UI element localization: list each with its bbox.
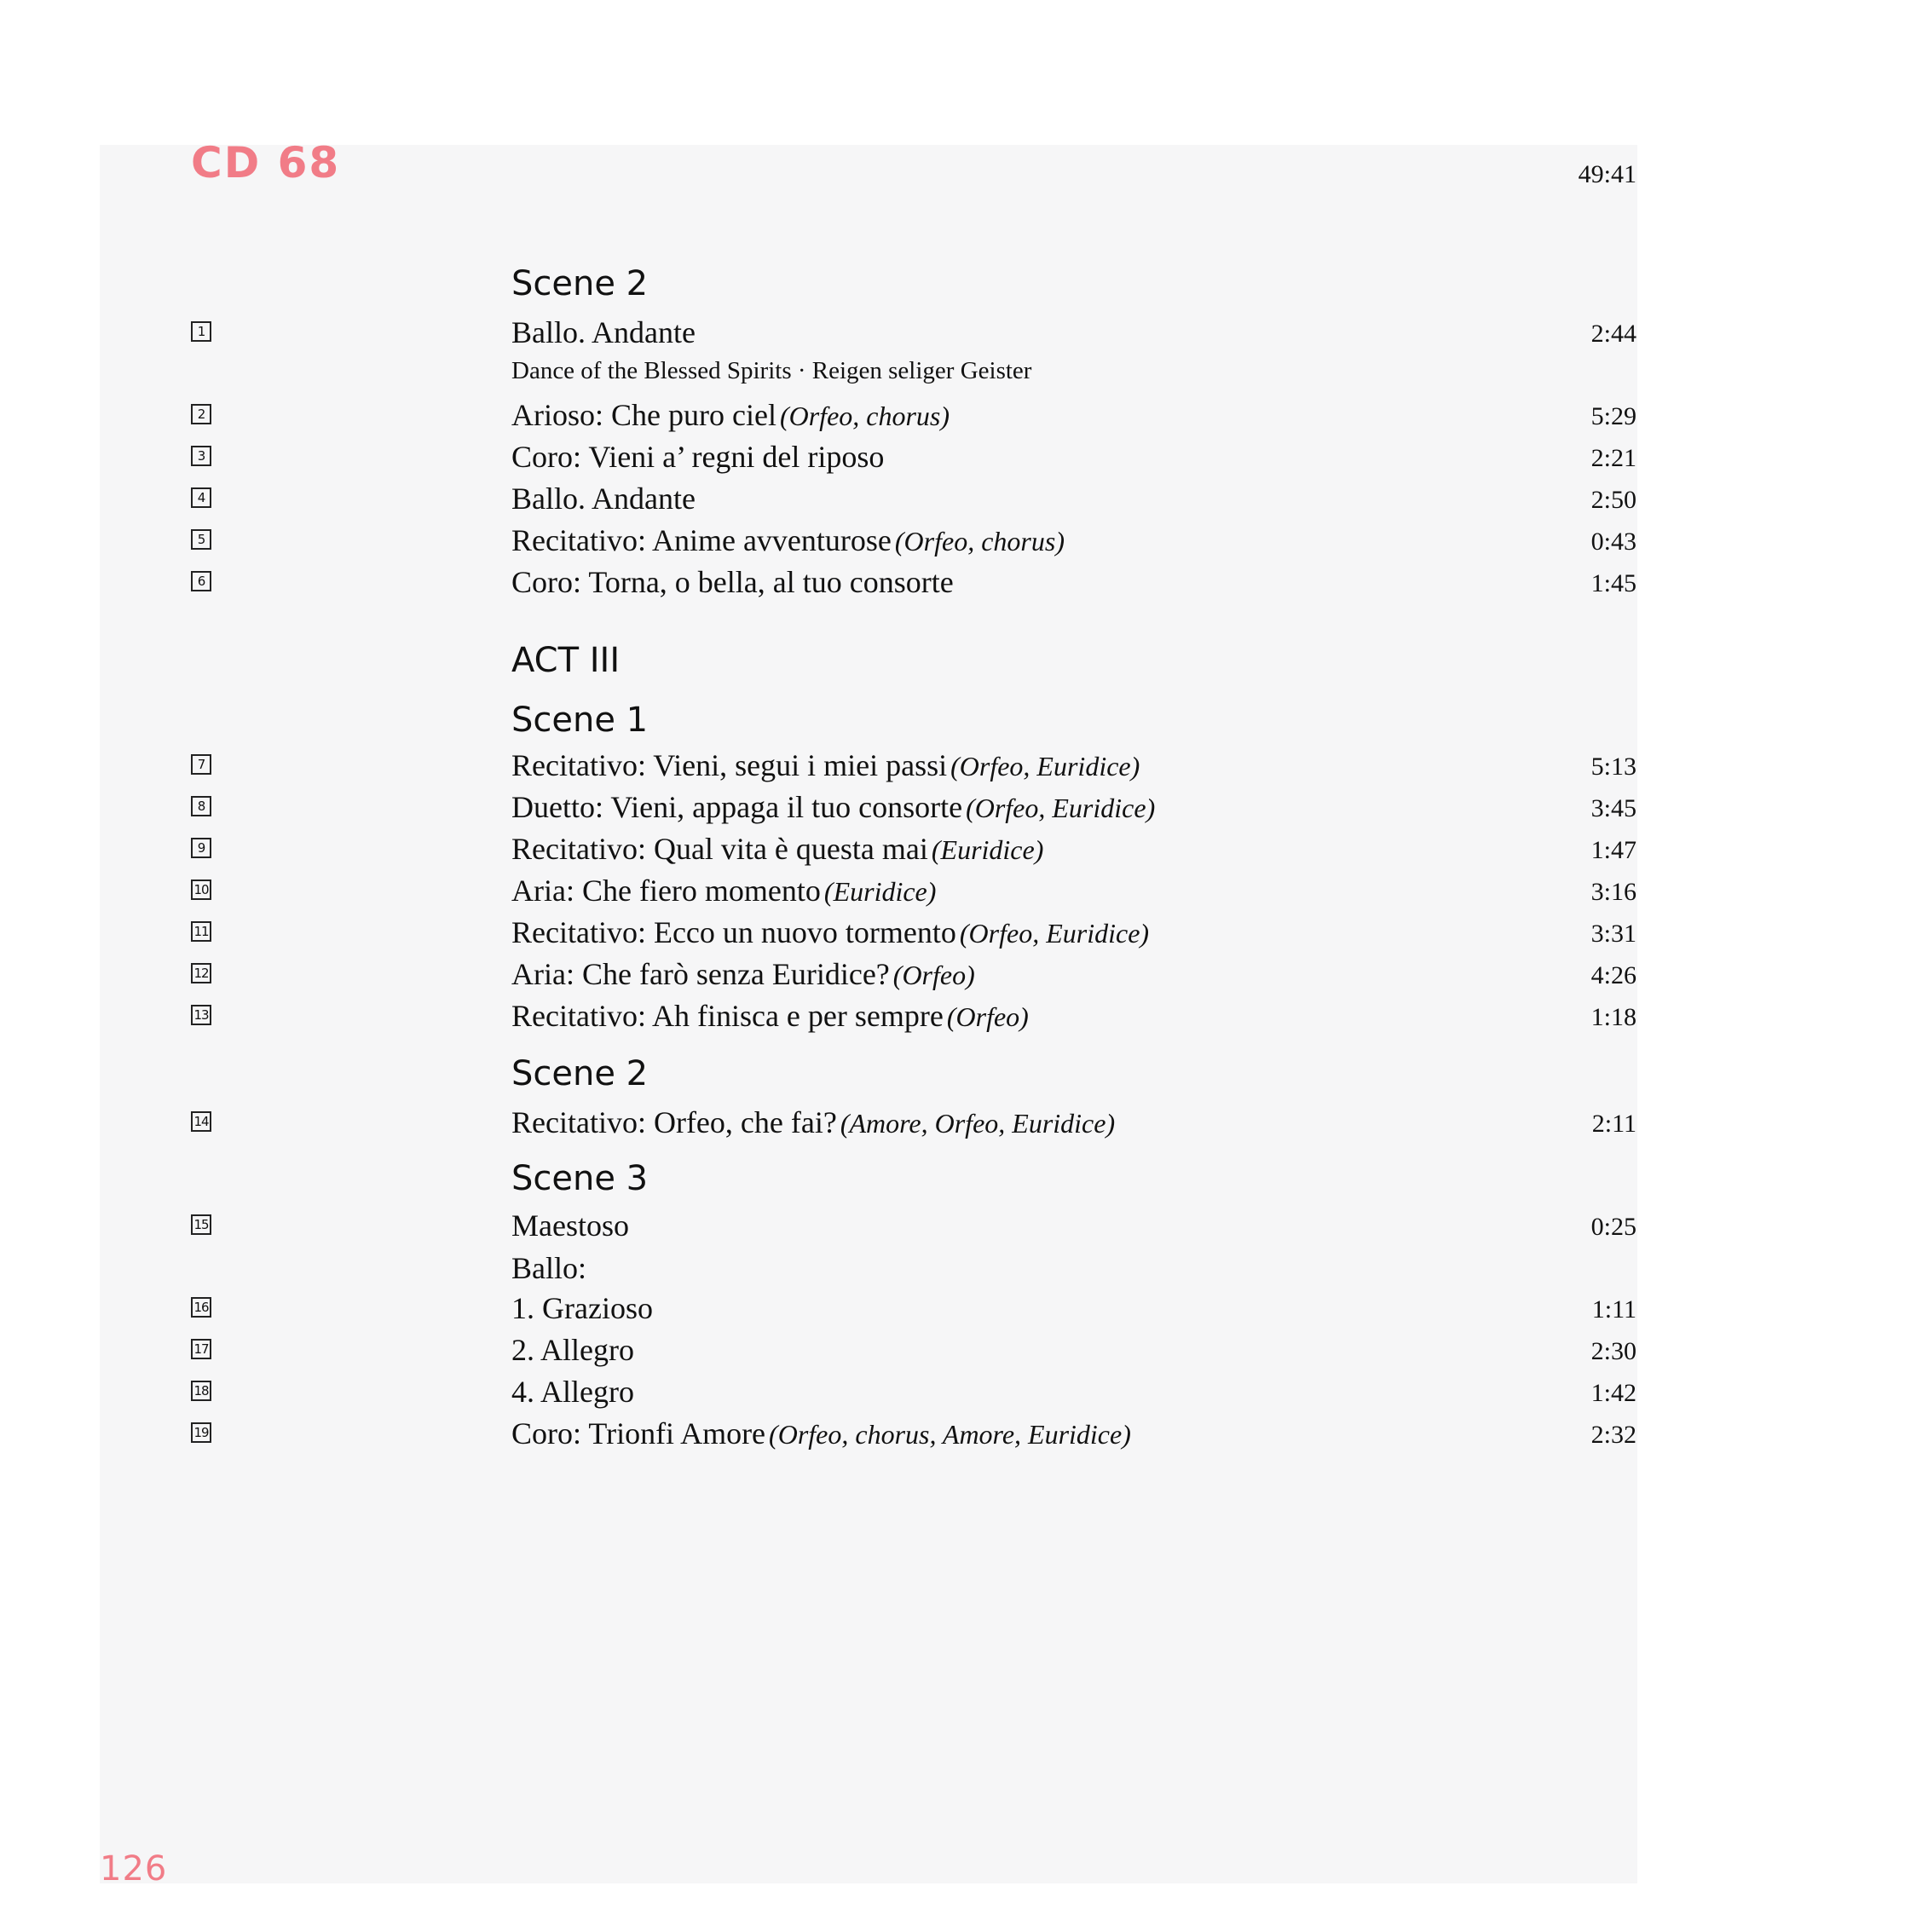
track-row xyxy=(0,562,1905,603)
track-number: 9 xyxy=(191,838,211,858)
track-row xyxy=(0,828,1905,869)
track-row xyxy=(0,954,1905,995)
act-heading: ACT III xyxy=(511,641,621,680)
track-duration: 3:45 xyxy=(1590,794,1637,822)
track-title-text: Recitativo: Ecco un nuovo tormento xyxy=(511,915,956,949)
track-title xyxy=(511,954,975,995)
track-roles: (Orfeo) xyxy=(946,1001,1029,1032)
track-number: 11 xyxy=(191,921,211,942)
track-row xyxy=(0,912,1905,953)
track-number: 19 xyxy=(191,1422,211,1443)
track-number: 4 xyxy=(191,487,211,508)
track-duration: 5:13 xyxy=(1590,753,1637,781)
cd-label: CD 68 xyxy=(191,138,341,187)
track-number: 10 xyxy=(191,879,211,900)
track-row xyxy=(0,520,1905,561)
track-number: 12 xyxy=(191,963,211,983)
track-title xyxy=(511,436,887,478)
track-title xyxy=(511,870,936,912)
track-number: 5 xyxy=(191,529,211,550)
track-row xyxy=(0,870,1905,911)
track-roles: (Orfeo, Euridice) xyxy=(966,793,1156,823)
track-title-text: Recitativo: Qual vita è questa mai xyxy=(511,832,928,866)
track-row xyxy=(0,745,1905,786)
track-duration: 0:43 xyxy=(1590,528,1637,556)
track-roles: (Orfeo, Euridice) xyxy=(959,918,1150,949)
track-title xyxy=(511,1329,638,1371)
track-duration: 2:11 xyxy=(1591,1110,1637,1138)
track-roles: (Orfeo, Euridice) xyxy=(950,751,1140,781)
track-title xyxy=(511,1371,638,1413)
track-number: 2 xyxy=(191,404,211,424)
track-title xyxy=(511,745,1140,787)
track-number: 1 xyxy=(191,321,211,342)
track-number: 3 xyxy=(191,446,211,466)
track-number: 17 xyxy=(191,1339,211,1359)
track-subtitle: Dance of the Blessed Spirits · Reigen seliger Geister xyxy=(511,357,1032,384)
scene-heading: Scene 1 xyxy=(511,701,649,740)
track-roles: (Orfeo, chorus, Amore, Euridice) xyxy=(769,1419,1131,1450)
track-title xyxy=(511,395,950,436)
track-duration: 1:47 xyxy=(1590,836,1637,864)
track-duration: 2:30 xyxy=(1590,1337,1637,1365)
track-roles: (Euridice) xyxy=(931,834,1044,865)
track-duration: 2:21 xyxy=(1590,444,1637,472)
track-duration: 2:44 xyxy=(1590,320,1637,348)
track-duration: 2:32 xyxy=(1590,1421,1637,1449)
track-duration: 1:45 xyxy=(1590,569,1637,597)
track-title xyxy=(511,787,1155,828)
track-duration: 1:42 xyxy=(1590,1379,1637,1407)
track-duration: 3:16 xyxy=(1590,878,1637,906)
track-title xyxy=(511,562,957,603)
track-title-text: Ballo. Andante xyxy=(511,315,696,349)
track-row xyxy=(0,1329,1905,1370)
track-title xyxy=(511,1102,1115,1144)
track-duration: 5:29 xyxy=(1590,402,1637,430)
track-duration: 4:26 xyxy=(1590,961,1637,989)
track-title-text: Recitativo: Vieni, segui i miei passi xyxy=(511,748,948,782)
page-number: 126 xyxy=(100,1849,168,1889)
track-number: 8 xyxy=(191,796,211,816)
track-title xyxy=(511,520,1065,562)
track-title-text: Coro: Vieni a’ regni del riposo xyxy=(511,440,885,474)
track-title-text: 4. Allegro xyxy=(511,1375,634,1409)
total-time: 49:41 xyxy=(1578,160,1637,188)
track-title xyxy=(511,828,1043,870)
track-title-text: Recitativo: Orfeo, che fai? xyxy=(511,1105,837,1139)
track-title-text: Arioso: Che puro ciel xyxy=(511,398,776,432)
track-title xyxy=(511,995,1029,1037)
scene-heading: Scene 2 xyxy=(511,264,649,303)
track-title xyxy=(511,478,699,520)
track-roles: (Euridice) xyxy=(823,876,937,907)
track-title-text: Aria: Che farò senza Euridice? xyxy=(511,957,890,991)
track-title-text: 1. Grazioso xyxy=(511,1291,653,1325)
track-number: 14 xyxy=(191,1111,211,1132)
track-title-text: Duetto: Vieni, appaga il tuo consorte xyxy=(511,790,963,824)
track-row xyxy=(0,1102,1905,1143)
track-duration: 1:11 xyxy=(1591,1295,1637,1324)
track-row xyxy=(0,1413,1905,1454)
track-number: 15 xyxy=(191,1214,211,1235)
track-duration: 1:18 xyxy=(1590,1003,1637,1031)
track-title-text: Ballo. Andante xyxy=(511,482,696,516)
track-row xyxy=(0,478,1905,519)
track-row xyxy=(0,1371,1905,1412)
track-title-text: Coro: Trionfi Amore xyxy=(511,1416,766,1450)
track-roles: (Orfeo) xyxy=(892,960,975,990)
track-title-text: 2. Allegro xyxy=(511,1333,634,1367)
track-row xyxy=(0,787,1905,828)
track-title-text: Recitativo: Ah finisca e per sempre xyxy=(511,999,944,1033)
track-title xyxy=(511,912,1149,954)
track-roles: (Orfeo, chorus) xyxy=(894,526,1065,557)
track-number: 18 xyxy=(191,1381,211,1401)
track-row xyxy=(0,995,1905,1036)
track-number: 16 xyxy=(191,1297,211,1318)
track-roles: (Amore, Orfeo, Euridice) xyxy=(840,1108,1116,1139)
track-number: 7 xyxy=(191,754,211,775)
track-row xyxy=(0,1288,1905,1329)
ballo-label: Ballo: xyxy=(511,1251,586,1285)
track-duration: 0:25 xyxy=(1590,1213,1637,1241)
track-title-text: Maestoso xyxy=(511,1208,629,1243)
scene-heading: Scene 2 xyxy=(511,1054,649,1093)
track-row xyxy=(0,312,1905,353)
track-title xyxy=(511,1205,632,1247)
track-number: 13 xyxy=(191,1005,211,1025)
track-row xyxy=(0,1205,1905,1246)
track-row xyxy=(0,436,1905,477)
track-title-text: Aria: Che fiero momento xyxy=(511,874,821,908)
track-title xyxy=(511,312,699,354)
track-row xyxy=(0,395,1905,435)
track-title-text: Coro: Torna, o bella, al tuo consorte xyxy=(511,565,954,599)
scene-heading: Scene 3 xyxy=(511,1159,649,1198)
track-duration: 2:50 xyxy=(1590,486,1637,514)
track-title xyxy=(511,1413,1131,1455)
track-duration: 3:31 xyxy=(1590,920,1637,948)
track-number: 6 xyxy=(191,571,211,591)
track-roles: (Orfeo, chorus) xyxy=(779,401,950,431)
track-title xyxy=(511,1288,656,1329)
track-title-text: Recitativo: Anime avventurose xyxy=(511,523,892,557)
